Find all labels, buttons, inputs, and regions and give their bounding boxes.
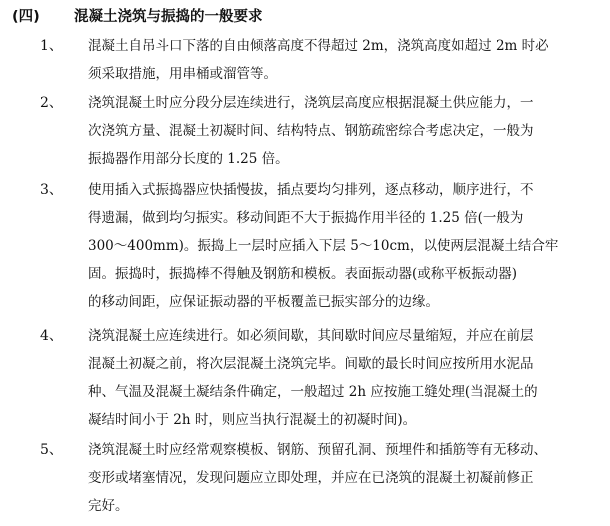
item-line: 的移动间距，应保证振动器的平板覆盖已振实部分的边缘。 — [88, 294, 439, 310]
item-line: 变形或堵塞情况，发现问题应立即处理，并应在已浇筑的混凝土初凝前修正 — [88, 470, 534, 486]
item-line: 次浇筑方量、混凝土初凝时间、结构特点、钢筋疏密综合考虑决定，一般为 — [88, 123, 534, 139]
item-line: 混凝土初凝之前，将次层混凝土浇筑完毕。间歇的最长时间应按所用水泥品 — [88, 356, 534, 372]
item-line: 完好。 — [88, 498, 129, 514]
item-line: 得遗漏，做到均匀振实。移动间距不大于振捣作用半径的 1.25 倍(一般为 — [88, 210, 524, 226]
section-heading — [12, 4, 263, 30]
item-number: 1、 — [40, 38, 63, 54]
item-text — [88, 322, 608, 434]
item-text — [88, 32, 608, 88]
item-line: 使用插入式振捣器应快插慢拔，插点要均匀排列，逐点移动，顺序进行，不 — [88, 182, 534, 198]
item-number: 4、 — [40, 328, 63, 344]
item-line: 须采取措施，用串桶或溜管等。 — [88, 66, 277, 82]
item-number: 2、 — [40, 95, 63, 111]
item-line: 固。振捣时，振捣棒不得触及钢筋和模板。表面振动器(或称平板振动器) — [88, 266, 518, 282]
item-number: 5、 — [40, 442, 63, 458]
item-line: 浇筑混凝土应连续进行。如必须间歇，其间歇时间应尽量缩短，并应在前层 — [88, 328, 534, 344]
section-title: 混凝土浇筑与振捣的一般要求 — [74, 9, 263, 25]
item-text — [88, 89, 608, 173]
item-line: 混凝土自吊斗口下落的自由倾落高度不得超过 2m，浇筑高度如超过 2m 时必 — [88, 38, 549, 54]
item-line: 振捣器作用部分长度的 1.25 倍。 — [88, 151, 289, 167]
item-line: 浇筑混凝土时应分段分层连续进行，浇筑层高度应根据混凝土供应能力，一 — [88, 95, 534, 111]
item-text — [88, 436, 608, 520]
section-number: (四) — [12, 9, 40, 25]
item-text — [88, 176, 608, 316]
item-line: 种、气温及混凝土凝结条件确定，一般超过 2h 应按施工缝处理(当混凝土的 — [88, 384, 538, 400]
item-line: 300～400mm)。振捣上一层时应插入下层 5～10cm，以使两层混凝土结合牢 — [88, 238, 559, 254]
item-line: 凝结时间小于 2h 时，则应当执行混凝土的初凝时间)。 — [88, 412, 417, 428]
item-line: 浇筑混凝土时应经常观察模板、钢筋、预留孔洞、预埋件和插筋等有无移动、 — [88, 442, 547, 458]
item-number: 3、 — [40, 182, 63, 198]
